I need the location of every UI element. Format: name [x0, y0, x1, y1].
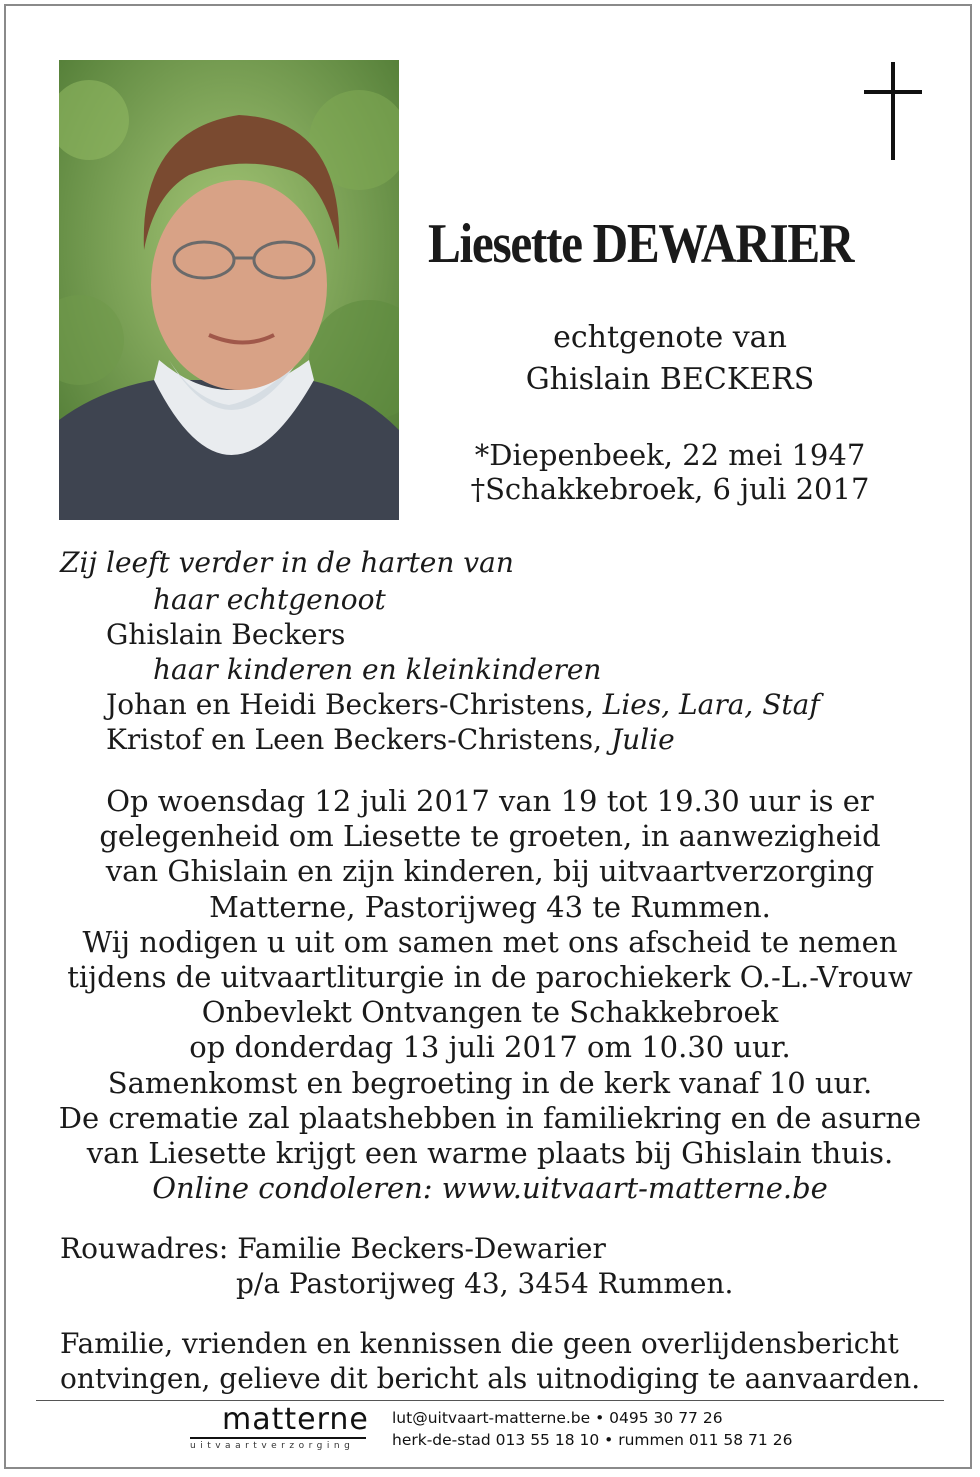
- notice-line-1: Familie, vrienden en kennissen die geen overlijdensbericht: [60, 1327, 899, 1360]
- family-spouse-name: Ghislain Beckers: [106, 618, 346, 651]
- contact-line-2: herk-de-stad 013 55 18 10 • rummen 011 58 71 26: [392, 1431, 793, 1449]
- child1-kids: Lies, Lara, Staf: [602, 688, 820, 721]
- footer-divider: [36, 1400, 944, 1401]
- announcement-line: Onbevlekt Ontvangen te Schakkebroek: [201, 995, 779, 1030]
- birth-date: *Diepenbeek, 22 mei 1947: [474, 438, 866, 472]
- announcement-line: Matterne, Pastorijweg 43 te Rummen.: [209, 889, 771, 924]
- spouse-label: echtgenote van: [553, 320, 787, 355]
- announcement-line: tijdens de uitvaartliturgie in de parochiekerk O.-L.-Vrouw: [67, 960, 913, 995]
- mourning-address-2: p/a Pastorijweg 43, 3454 Rummen.: [236, 1267, 734, 1300]
- announcement-line: van Ghislain en zijn kinderen, bij uitvaartverzorging: [105, 854, 875, 889]
- cross-icon: [864, 62, 922, 160]
- child-line-1: [106, 688, 820, 721]
- family-intro: Zij leeft verder in de harten van: [60, 546, 514, 579]
- announcement-line: van Liesette krijgt een warme plaats bij Ghislain thuis.: [86, 1136, 894, 1171]
- portrait-image: [59, 60, 399, 520]
- announcement-text: [40, 784, 940, 1206]
- spouse-role: haar echtgenoot: [153, 583, 386, 616]
- child2-kids: Julie: [610, 723, 675, 756]
- child-line-2: [106, 723, 675, 756]
- deceased-name: Liesette DEWARIER: [428, 213, 854, 275]
- announcement-line: Samenkomst en begroeting in de kerk vanaf 10 uur.: [107, 1065, 873, 1100]
- notice-line-2: ontvingen, gelieve dit bericht als uitnodiging te aanvaarden.: [60, 1362, 921, 1395]
- portrait-photo: [59, 60, 399, 520]
- logo-underline: [190, 1437, 366, 1439]
- child2-name: Kristof en Leen Beckers-Christens,: [106, 723, 603, 756]
- child1-name: Johan en Heidi Beckers-Christens,: [106, 688, 594, 721]
- logo-wordmark: matterne: [222, 1402, 369, 1437]
- logo-subtitle: uitvaartverzorging: [190, 1441, 355, 1451]
- online-condolence-link[interactable]: Online condoleren: www.uitvaart-matterne.be: [152, 1171, 828, 1206]
- contact-line-1[interactable]: lut@uitvaart-matterne.be • 0495 30 77 26: [392, 1409, 723, 1427]
- announcement-line: op donderdag 13 juli 2017 om 10.30 uur.: [189, 1030, 791, 1065]
- death-date: †Schakkebroek, 6 juli 2017: [470, 472, 870, 506]
- spouse-name: Ghislain BECKERS: [525, 362, 815, 397]
- announcement-line: Op woensdag 12 juli 2017 van 19 tot 19.30 uur is er: [106, 784, 874, 818]
- children-role: haar kinderen en kleinkinderen: [153, 653, 602, 686]
- announcement-line: De crematie zal plaatshebben in familiekring en de asurne: [58, 1100, 922, 1135]
- mourning-address-1: Rouwadres: Familie Beckers-Dewarier: [60, 1232, 606, 1265]
- announcement-line: Wij nodigen u uit om samen met ons afscheid te nemen: [82, 924, 898, 959]
- announcement-line: gelegenheid om Liesette te groeten, in aanwezigheid: [99, 819, 881, 854]
